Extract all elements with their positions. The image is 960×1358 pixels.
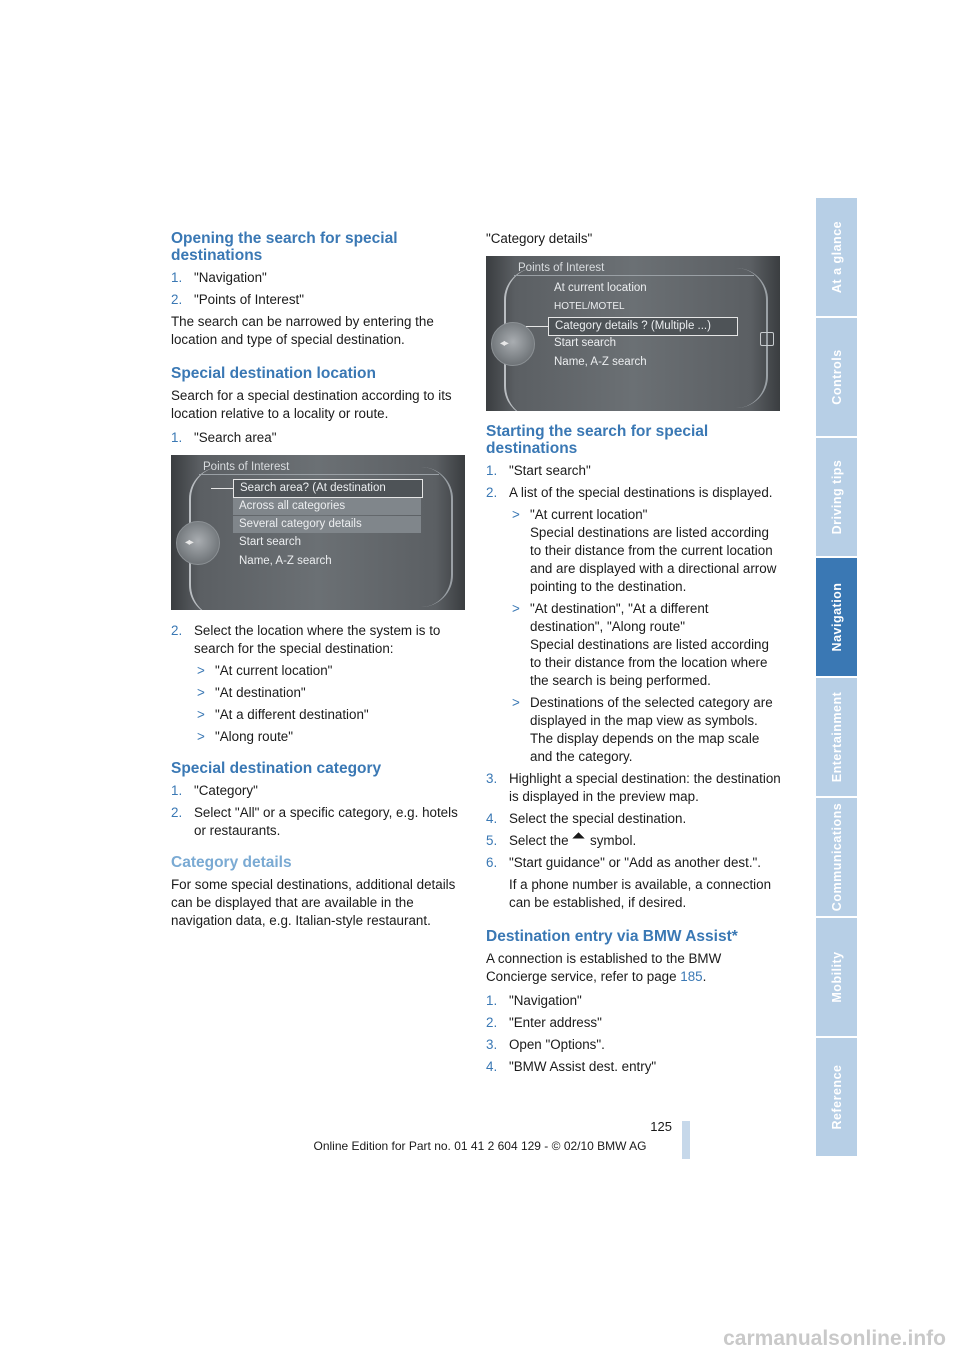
tab-driving-tips[interactable]: Driving tips [816,438,857,556]
section-title-category: Special destination category [171,760,382,777]
page-number: 125 [650,1119,672,1134]
option-item: > "At current location" Special destinations are listed according to their distance from the current location and are displayed with a directional arrow pointing to the destination. [512,507,777,594]
paragraph: The search can be narrowed by entering the location and type of special destination. [171,314,434,347]
section-title-category-details: Category details [171,854,292,871]
step: 1. "Navigation" [171,270,267,285]
section-title-starting-search: Starting the search for special destinations [486,423,709,457]
page-reference-link[interactable]: 185 [680,969,703,984]
screenshot-points-of-interest-category-details [486,256,780,411]
step: 1. "Navigation" [486,993,582,1008]
screen-menu-item: Name, A-Z search [239,555,332,567]
section-title-location: Special destination location [171,365,376,382]
paragraph: For some special destinations, additional details can be displayed that are available in the navigation data, e.g. Italian-style restaurant. [171,877,456,928]
step: 5. Select the symbol. [486,833,637,848]
screen-menu-item: Start search [554,337,616,349]
option-item: > "Along route" [197,729,293,744]
screen-header: Points of Interest [203,461,290,473]
left-column [171,230,467,936]
tab-at-a-glance[interactable]: At a glance [816,198,857,316]
screen-menu-item: Start search [239,536,301,548]
option-item: > "At destination" [197,685,306,700]
controller-knob-icon [491,322,535,366]
controller-knob-icon [176,521,220,565]
step: 2. Select the location where the system is to search for the special destination: [171,623,441,656]
screen-menu-item: Name, A-Z search [554,356,647,368]
screen-menu-item: Search area? (At destination [233,479,423,498]
tab-navigation[interactable]: Navigation [816,558,857,676]
step: 2. "Enter address" [486,1015,602,1030]
screen-menu-item: At current location [554,282,647,294]
paragraph: If a phone number is available, a connection can be established, if desired. [509,877,772,910]
step: 1. "Start search" [486,463,591,478]
step: 2. "Points of Interest" [171,292,304,307]
paragraph: "Category details" [486,231,593,246]
paragraph: A connection is established to the BMW Concierge service, refer to page 185. [486,951,722,984]
step: 1. "Category" [171,783,258,798]
footer-text: Online Edition for Part no. 01 41 2 604 129 - © 02/10 BMW AG [313,1139,647,1153]
screen-menu-item: Across all categories [233,498,421,515]
chapter-tabs [816,198,857,1158]
step: 4. "BMW Assist dest. entry" [486,1059,657,1074]
step: 2. A list of the special destinations is displayed. [486,485,773,500]
screen-header: Points of Interest [518,262,605,274]
map-icon [760,332,774,346]
option-item: > Destinations of the selected category are displayed in the map view as symbols. The display depends on the map scale and the category. [512,695,773,764]
destination-symbol-icon [572,833,586,847]
option-item: > "At a different destination" [197,707,369,722]
tab-controls[interactable]: Controls [816,318,857,436]
tab-mobility[interactable]: Mobility [816,918,857,1036]
step: 1. "Search area" [171,430,277,445]
option-item: > "At destination", "At a different destination", "Along route" Special destinations are listed according to their distance from the location where the search is being performed. [512,601,769,688]
screen-menu-item: Several category details [233,516,421,533]
step: 4. Select the special destination. [486,811,687,826]
step: 6. "Start guidance" or "Add as another dest.". [486,855,762,870]
section-title-opening-search: Opening the search for special destinations [171,230,398,264]
step: 3. Highlight a special destination: the destination is displayed in the preview map. [486,771,781,804]
screen-menu-item: Category details ? (Multiple ...) [548,317,738,336]
tab-entertainment[interactable]: Entertainment [816,678,857,796]
screenshot-points-of-interest-search-area [171,455,465,610]
section-title-bmw-assist: Destination entry via BMW Assist* [486,928,738,945]
step: 2. Select "All" or a specific category, e.g. hotels or restaurants. [171,805,458,838]
paragraph: Search for a special destination according to its location relative to a locality or route. [171,388,452,421]
watermark: carmanualsonline.info [723,1327,946,1350]
tab-reference[interactable]: Reference [816,1038,857,1156]
screen-menu-item: HOTEL/MOTEL [554,301,625,312]
option-item: > "At current location" [197,663,333,678]
tab-communications[interactable]: Communications [816,798,857,916]
step: 3. Open "Options". [486,1037,605,1052]
right-column [486,230,782,1080]
